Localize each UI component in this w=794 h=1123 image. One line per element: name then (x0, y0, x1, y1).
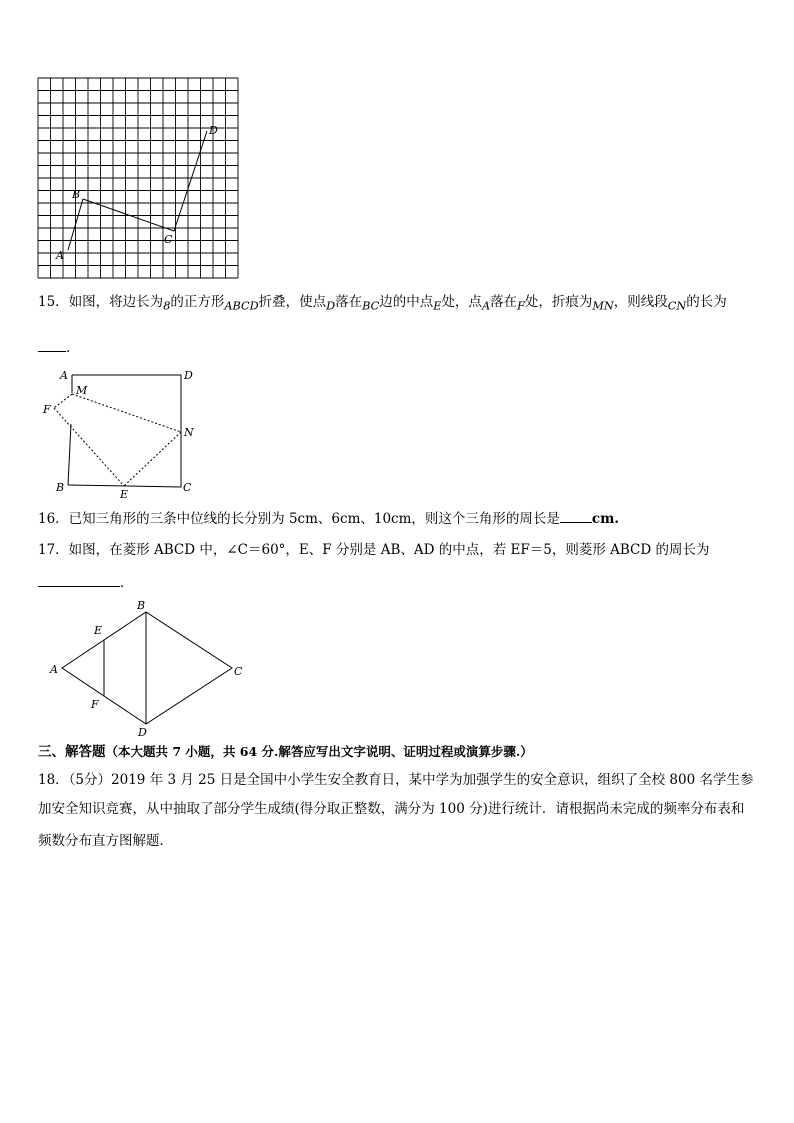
q17-body: 17．如图，在菱形 ABCD 中，∠C＝60°，E、F 分别是 AB、AD 的中点，若 EF＝5，则菱形 ABCD 的周长为 (38, 542, 710, 558)
label-C: C (164, 233, 173, 246)
q15-square: ABCD (224, 299, 259, 313)
label-D: D (138, 726, 147, 739)
edge-mf-solid (68, 424, 71, 485)
section3-note: （本大题共 7 小题，共 64 分.解答应写出文字说明、证明过程或演算步骤.） (105, 744, 533, 759)
q15-text (38, 292, 768, 317)
q16-unit: cm. (591, 511, 620, 527)
q18-line-3: 频数分布直方图解题． (38, 833, 173, 849)
q15-edge: BC (362, 299, 380, 313)
q15-answer-blank[interactable] (38, 337, 66, 352)
q17-text (38, 540, 768, 560)
fold-fe (54, 408, 124, 486)
q17-tail: ． (120, 575, 134, 591)
label-M: M (76, 384, 88, 397)
label-C: C (183, 481, 192, 494)
q18-line-1: 18．（5分）2019 年 3 月 25 日是全国中小学生安全教育日，某中学为加强学生的安全意识，组织了全校 800 名学生参 (38, 772, 754, 788)
label-N: N (184, 426, 194, 439)
label-F: F (43, 403, 51, 416)
rhombus-figure (44, 596, 254, 742)
crease-mn (72, 394, 181, 432)
label-A: A (56, 249, 64, 262)
label-C: C (234, 665, 243, 678)
label-A: A (60, 369, 68, 382)
q15-crease: MN (592, 299, 614, 313)
label-D: D (209, 124, 218, 137)
q17-answer-blank[interactable] (38, 572, 120, 587)
label-E: E (94, 624, 103, 637)
label-E: E (120, 488, 129, 500)
rhombus-abcd (62, 612, 232, 724)
q15-answer-line (38, 337, 768, 358)
q15-text-j: 的长为 (686, 294, 727, 310)
q15-text-c: 折叠，使点 (258, 294, 327, 310)
q15-side: 8 (163, 299, 171, 313)
q15-text-i: ，则线段 (613, 294, 668, 310)
q15-text-h: 处，折痕为 (524, 294, 593, 310)
q17-answer-line (38, 572, 768, 593)
fold-mf (54, 394, 72, 408)
label-F: F (91, 698, 99, 711)
q15-number: 15． (38, 294, 69, 310)
q16-text (38, 508, 768, 529)
q15-tail: ． (66, 340, 80, 356)
section3-title: 三、解答题 (38, 744, 106, 760)
grid-lines (38, 78, 238, 278)
q15-seg: CN (667, 299, 687, 313)
q15-pA: A (481, 299, 491, 313)
label-B: B (137, 599, 146, 612)
q15-pD: D (326, 299, 336, 313)
q15-text-e: 边的中点 (379, 294, 434, 310)
q15-pE: E (433, 299, 442, 313)
q16-body: 16．已知三角形的三条中位线的长分别为 5cm、6cm、10cm，则这个三角形的周长是 (38, 511, 560, 527)
q15-text-f: 处，点 (441, 294, 482, 310)
q15-text-d: 落在 (335, 294, 363, 310)
fold-ne (124, 432, 181, 486)
label-B: B (72, 188, 81, 201)
q15-pF: F (517, 299, 525, 313)
label-B: B (56, 481, 65, 494)
section3-heading (38, 742, 768, 762)
fold-figure (40, 366, 210, 500)
q18-line-2: 加安全知识竞赛，从中抽取了部分学生成绩(得分取正整数，满分为 100 分)进行统计．请根据尚未完成的频率分布表和 (38, 801, 745, 817)
q15-text-g: 落在 (490, 294, 518, 310)
label-D: D (184, 369, 193, 382)
q15-text-a: 如图，将边长为 (68, 294, 164, 310)
grid-figure (36, 76, 240, 280)
label-A: A (50, 663, 58, 676)
q16-answer-blank[interactable] (560, 508, 592, 523)
q15-text-b: 的正方形 (170, 294, 225, 310)
